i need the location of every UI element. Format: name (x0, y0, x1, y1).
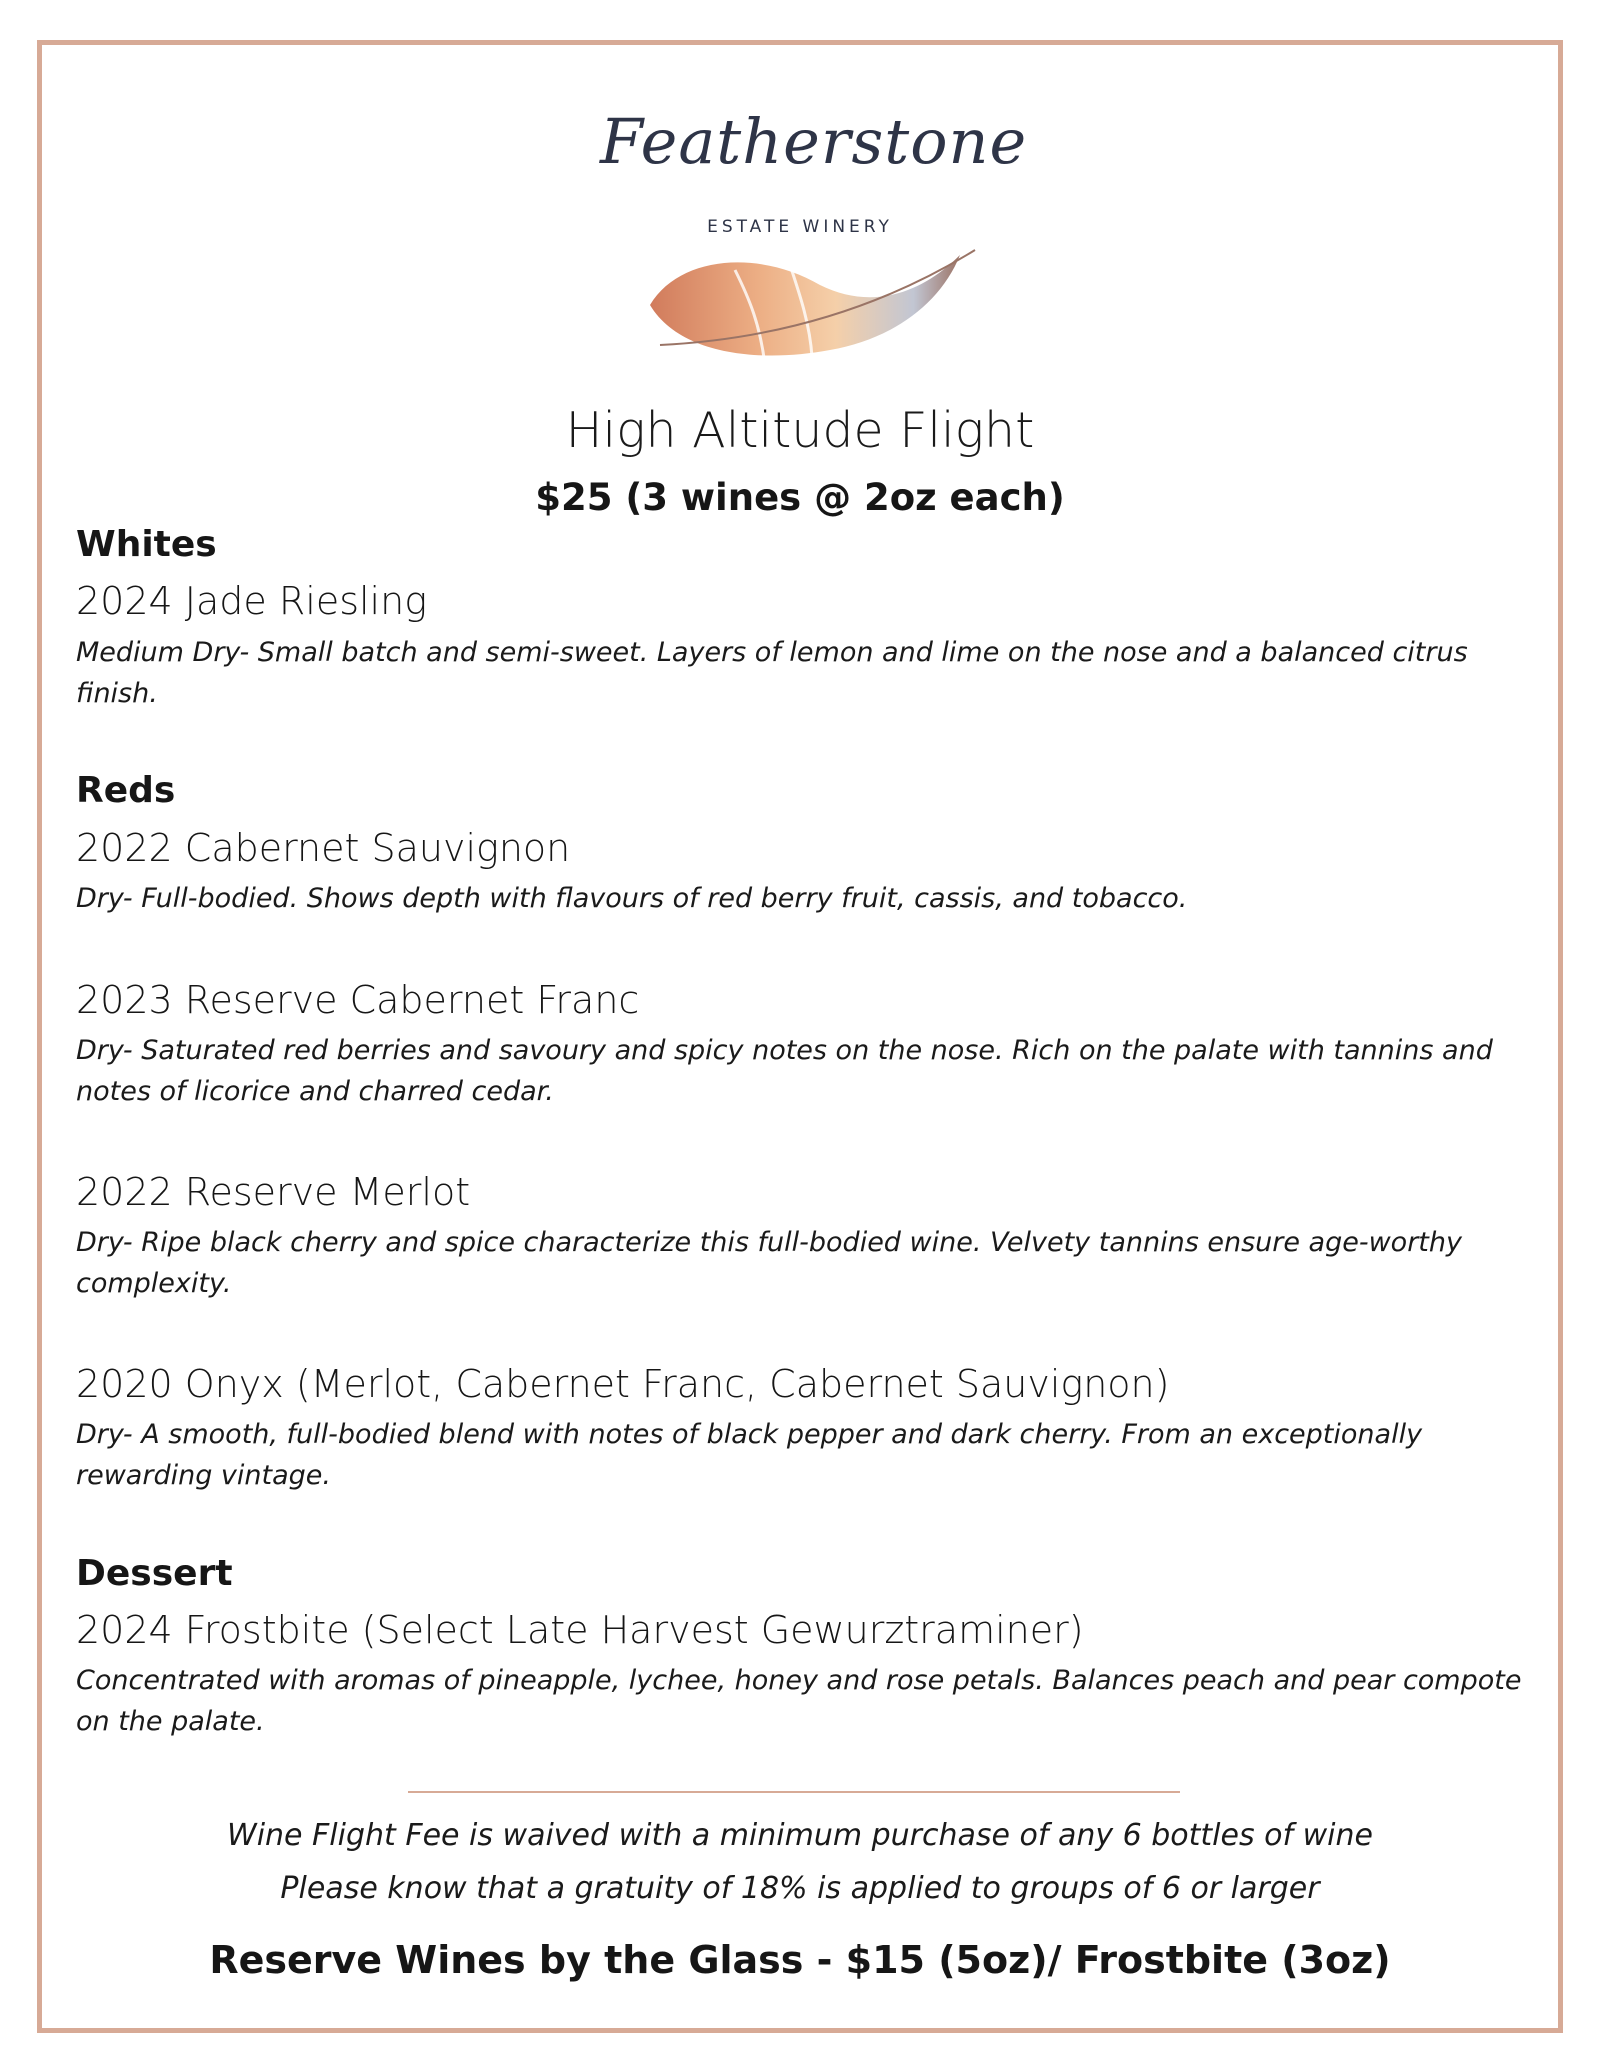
wine-description: Concentrated with aromas of pineapple, lychee, honey and rose petals. Balances peach and pear compote on the palate. (76, 1665, 1522, 1737)
flight-title: High Altitude Flight (565, 402, 1035, 459)
section-heading-whites: Whites (76, 524, 217, 565)
wine-description: Dry- Ripe black cherry and spice characterize this full-bodied wine. Velvety tannins ensure age-worthy complexity. (76, 1227, 1462, 1299)
flight-fee-note: Wine Flight Fee is waived with a minimum purchase of any 6 bottles of wine (227, 1818, 1373, 1853)
flight-price: $25 (3 wines @ 2oz each) (535, 476, 1065, 519)
wine-name: 2024 Frostbite (Select Late Harvest Gewurztraminer) (76, 1608, 1084, 1652)
wine-name: 2022 Cabernet Sauvignon (76, 826, 571, 870)
wine-description: Medium Dry- Small batch and semi-sweet. Layers of lemon and lime on the nose and a balanced citrus finish. (76, 637, 1468, 709)
wine-name: 2023 Reserve Cabernet Franc (76, 978, 640, 1022)
gratuity-note: Please know that a gratuity of 18% is applied to groups of 6 or larger (280, 1871, 1320, 1906)
wine-description: Dry- Saturated red berries and savoury and spicy notes on the nose. Rich on the palate with tannins and notes of licorice and charred cedar. (76, 1035, 1493, 1107)
wine-description: Dry- Full-bodied. Shows depth with flavours of red berry fruit, cassis, and tobacco. (76, 883, 1188, 914)
glass-offer: Reserve Wines by the Glass - $15 (5oz)/ Frostbite (3oz) (209, 1938, 1391, 1982)
wine-name: 2020 Onyx (Merlot, Cabernet Franc, Cabernet Sauvignon) (76, 1362, 1170, 1406)
logo-subtitle: ESTATE WINERY (707, 217, 893, 237)
divider (408, 1791, 1180, 1793)
winery-logo (600, 105, 1028, 385)
logo-wordmark: Featherstone (600, 105, 1028, 178)
wine-name: 2024 Jade Riesling (76, 579, 427, 623)
section-heading-dessert: Dessert (76, 1553, 233, 1594)
wine-description: Dry- A smooth, full-bodied blend with notes of black pepper and dark cherry. From an exceptionally rewarding vintage. (76, 1419, 1423, 1491)
wine-name: 2022 Reserve Merlot (76, 1170, 471, 1214)
section-heading-reds: Reds (76, 770, 176, 811)
feather-icon (640, 245, 980, 380)
